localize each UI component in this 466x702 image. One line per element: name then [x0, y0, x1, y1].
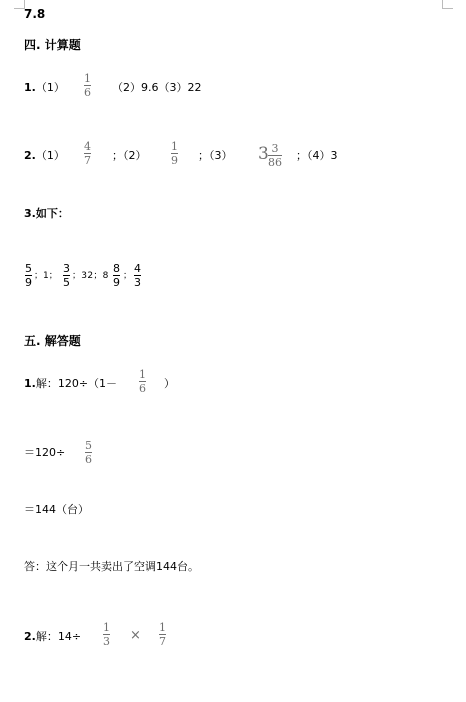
separator: ；	[123, 271, 133, 281]
denominator: 7	[84, 154, 91, 167]
denominator: 3	[103, 635, 110, 648]
fraction	[103, 622, 110, 647]
question-number: 2.	[24, 149, 36, 162]
separator: ；（2）	[112, 149, 147, 162]
numerator: 4	[134, 262, 141, 275]
question-number: 2.	[24, 630, 36, 643]
question-number: 1.	[24, 81, 36, 94]
fraction	[84, 141, 91, 166]
mixed-number-whole: 3	[258, 144, 269, 164]
denominator: 3	[134, 276, 141, 289]
part-label: （1）	[35, 81, 65, 94]
s5-q2-line	[24, 631, 81, 642]
fraction	[134, 263, 141, 288]
fraction	[25, 263, 32, 288]
s4-q1-line	[24, 82, 65, 93]
s5-q1-line	[24, 378, 117, 389]
numerator: 1	[171, 140, 178, 153]
separator: ；（3）	[198, 149, 233, 162]
separator: ；（4）3	[296, 149, 338, 162]
denominator: 5	[63, 276, 70, 289]
part-label: （1）	[35, 149, 65, 162]
denominator: 6	[84, 86, 91, 99]
section-5-title: 五. 解答题	[24, 334, 81, 348]
fraction	[159, 622, 166, 647]
fraction	[85, 440, 92, 465]
s4-q3-label	[24, 208, 69, 219]
numerator: 5	[25, 262, 32, 275]
s5-q1-step1: ＝120÷	[24, 446, 66, 459]
denominator: 6	[85, 453, 92, 466]
fraction	[63, 263, 70, 288]
s5-q1-answer: 答：这个月一共卖出了空调144台。	[24, 560, 199, 573]
numerator: 5	[85, 439, 92, 452]
numerator: 4	[84, 140, 91, 153]
numerator: 8	[113, 262, 120, 275]
numerator: 1	[84, 72, 91, 85]
close-paren: ）	[164, 377, 175, 390]
s4-q1-rest: （2）9.6（3）22	[112, 81, 202, 94]
mixed-number-fraction	[268, 143, 282, 168]
corner-mark-top-right	[442, 0, 453, 9]
solution-label: 解：14÷	[35, 630, 82, 643]
numerator: 3	[271, 142, 279, 155]
numerator: 1	[103, 621, 110, 634]
fraction	[171, 141, 178, 166]
times-sign: ×	[130, 628, 141, 643]
s5-q1-step2: ＝144（台）	[24, 503, 89, 516]
fraction	[113, 263, 120, 288]
numerator: 1	[139, 368, 146, 381]
denominator: 9	[171, 154, 178, 167]
numerator: 3	[63, 262, 70, 275]
denominator: 86	[268, 156, 282, 169]
section-4-title: 四. 计算题	[24, 38, 81, 52]
separator: ；1；	[34, 271, 58, 281]
denominator: 7	[159, 635, 166, 648]
denominator: 6	[139, 382, 146, 395]
q3-text: 3.如下：	[24, 207, 69, 220]
solution-label: 解：120÷（1－	[35, 377, 118, 390]
question-number: 1.	[24, 377, 36, 390]
separator: ；32；8	[72, 271, 109, 281]
s4-q2-line	[24, 150, 65, 161]
denominator: 9	[25, 276, 32, 289]
numerator: 1	[159, 621, 166, 634]
top-answer: 7.8	[24, 7, 46, 21]
fraction	[139, 369, 146, 394]
fraction	[84, 73, 91, 98]
denominator: 9	[113, 276, 120, 289]
